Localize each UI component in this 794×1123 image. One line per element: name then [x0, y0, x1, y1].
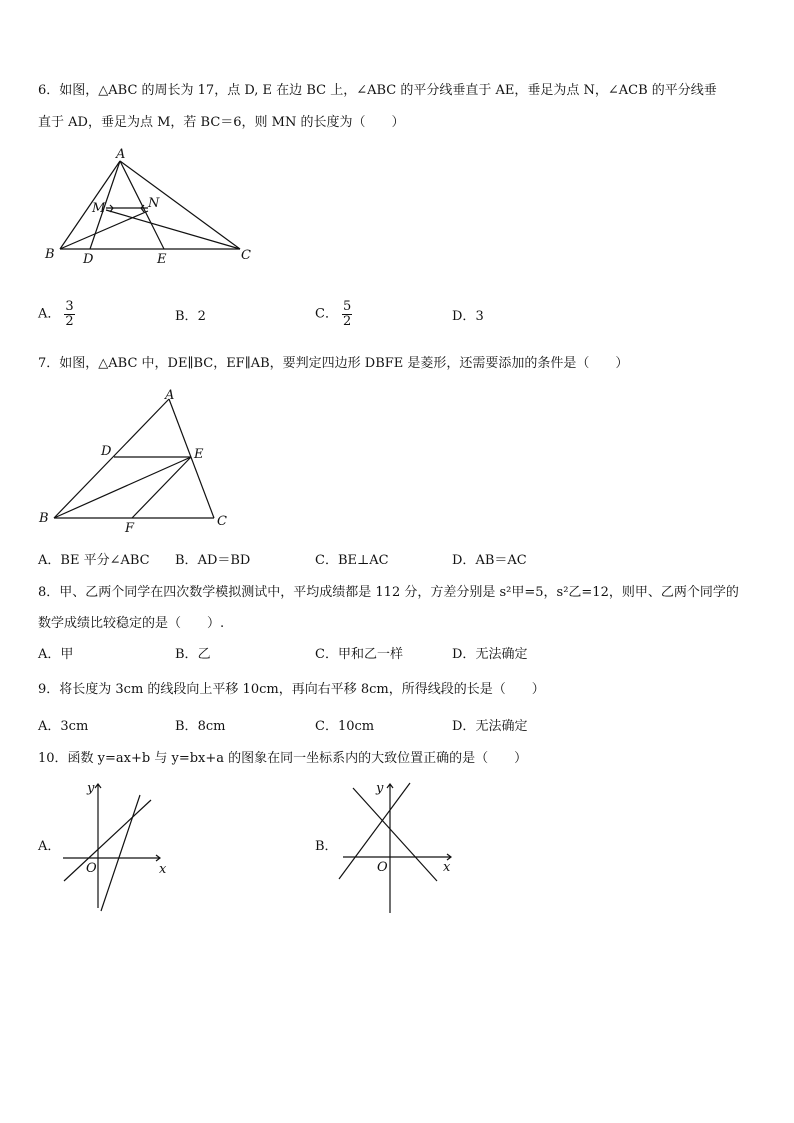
q6-option-c-denominator: 2: [342, 314, 352, 329]
q6-label-a: A: [116, 147, 126, 162]
q6-label-n: N: [148, 196, 160, 211]
q7-option-d-text: AB＝AC: [475, 553, 527, 568]
q9-option-a-text: 3cm: [60, 719, 89, 734]
q10-option-b-letter: B．: [315, 839, 338, 854]
q6-option-a-numerator: 3: [65, 299, 74, 314]
q7-label-c: C: [217, 514, 227, 529]
q6-label-b: B: [45, 247, 55, 262]
q7-option-b-letter: B．: [175, 553, 198, 568]
q6-triangle-figure: [40, 145, 270, 270]
q6-label-m: M: [92, 201, 106, 216]
q7-option-a-text: BE 平分∠ABC: [60, 553, 150, 568]
q6-option-b[interactable]: [175, 308, 206, 326]
q9-line-1: 9．将长度为 3cm 的线段向上平移 10cm，再向右平移 8cm，所得线段的长是（ ）: [38, 682, 545, 697]
q6-label-c: C: [241, 248, 251, 263]
q9-option-d[interactable]: [452, 718, 527, 736]
q6-option-d-letter: D．: [452, 309, 476, 324]
q9-option-d-letter: D．: [452, 719, 476, 734]
q9-option-b-text: 8cm: [197, 719, 226, 734]
q8-option-a-text: 甲: [60, 647, 74, 662]
q7-option-a-letter: A．: [38, 553, 61, 568]
q8-line-2: 数学成绩比较稳定的是（ ）.: [38, 616, 225, 631]
q10-graph-b-y-label: y: [376, 781, 384, 796]
q9-option-d-text: 无法确定: [475, 719, 528, 734]
q6-option-a[interactable]: [38, 300, 75, 329]
q7-option-d-letter: D．: [452, 553, 476, 568]
q9-option-b[interactable]: [175, 718, 225, 736]
q8-option-b-text: 乙: [197, 647, 211, 662]
q10-graph-a-y-label: y: [87, 781, 95, 796]
q9-option-a[interactable]: [38, 718, 88, 736]
q7-label-f: F: [125, 521, 135, 532]
q6-option-c-numerator: 5: [342, 299, 352, 314]
q7-option-c-letter: C．: [315, 553, 338, 568]
q7-option-b[interactable]: [175, 552, 250, 570]
q8-option-c-text: 甲和乙一样: [337, 647, 403, 662]
q7-line-1: 7．如图，△ABC 中，DE∥BC，EF∥AB，要判定四边形 DBFE 是菱形，还需要添加的条件是（ ）: [38, 356, 629, 371]
q8-option-a[interactable]: [38, 646, 73, 664]
q6-option-a-fraction: [64, 300, 74, 329]
q10-graph-a: [60, 778, 180, 918]
q7-label-a: A: [165, 388, 175, 403]
q7-option-d[interactable]: [452, 552, 527, 570]
q6-option-c-letter: C．: [315, 306, 338, 322]
q6-line-1: 6．如图，△ABC 的周长为 17，点 D, E 在边 BC 上，∠ABC 的平分线垂直于 AE，垂足为点 N，∠ACB 的平分线垂: [38, 83, 717, 98]
q6-option-d[interactable]: [452, 308, 484, 326]
q8-option-b-letter: B．: [175, 647, 198, 662]
q10-graph-b-x-label: x: [443, 860, 451, 875]
q6-option-c-fraction: [342, 300, 352, 329]
q6-option-a-letter: A．: [38, 306, 61, 322]
q10-graph-b-origin-label: O: [377, 860, 388, 875]
q8-option-b[interactable]: [175, 646, 211, 664]
q9-option-b-letter: B．: [175, 719, 198, 734]
q10-line-1: 10．函数 y=ax+b 与 y=bx+a 的图象在同一坐标系内的大致位置正确的是（ ）: [38, 751, 528, 766]
q9-option-c-text: 10cm: [337, 719, 375, 734]
q8-option-d[interactable]: [452, 646, 527, 664]
q7-label-e: E: [194, 447, 204, 462]
q6-option-a-denominator: 2: [65, 314, 74, 329]
q10-graph-a-x-label: x: [159, 862, 167, 877]
q7-option-a[interactable]: [38, 552, 150, 570]
q9-option-c-letter: C．: [315, 719, 338, 734]
q7-triangle-figure: [36, 387, 236, 532]
q8-option-c[interactable]: [315, 646, 403, 664]
q7-option-b-text: AD＝BD: [197, 553, 251, 568]
q6-option-b-letter: B．: [175, 309, 198, 324]
q6-line-2: 直于 AD，垂足为点 M，若 BC＝6，则 MN 的长度为（ ）: [38, 115, 405, 130]
q7-label-d: D: [101, 444, 112, 459]
q6-option-b-text: 2: [197, 309, 206, 324]
q8-option-d-letter: D．: [452, 647, 476, 662]
q9-option-a-letter: A．: [38, 719, 61, 734]
q8-line-1: 8．甲、乙两个同学在四次数学模拟测试中，平均成绩都是 112 分，方差分别是 s²甲=5，s²乙=12，则甲、乙两个同学的: [38, 585, 739, 600]
q10-option-a-letter: A．: [38, 839, 61, 854]
q8-option-a-letter: A．: [38, 647, 61, 662]
q10-option-a[interactable]: [38, 838, 60, 856]
q6-label-d: D: [83, 252, 94, 267]
q8-option-d-text: 无法确定: [475, 647, 528, 662]
q6-option-c[interactable]: [315, 300, 352, 329]
q7-option-c[interactable]: [315, 552, 389, 570]
q9-option-c[interactable]: [315, 718, 374, 736]
q10-graph-b: [335, 778, 460, 918]
q7-label-b: B: [39, 511, 49, 526]
q10-graph-a-origin-label: O: [86, 861, 97, 876]
q6-label-e: E: [157, 252, 167, 267]
q8-option-c-letter: C．: [315, 647, 338, 662]
q7-option-c-text: BE⊥AC: [337, 553, 389, 568]
q6-option-d-text: 3: [475, 309, 484, 324]
